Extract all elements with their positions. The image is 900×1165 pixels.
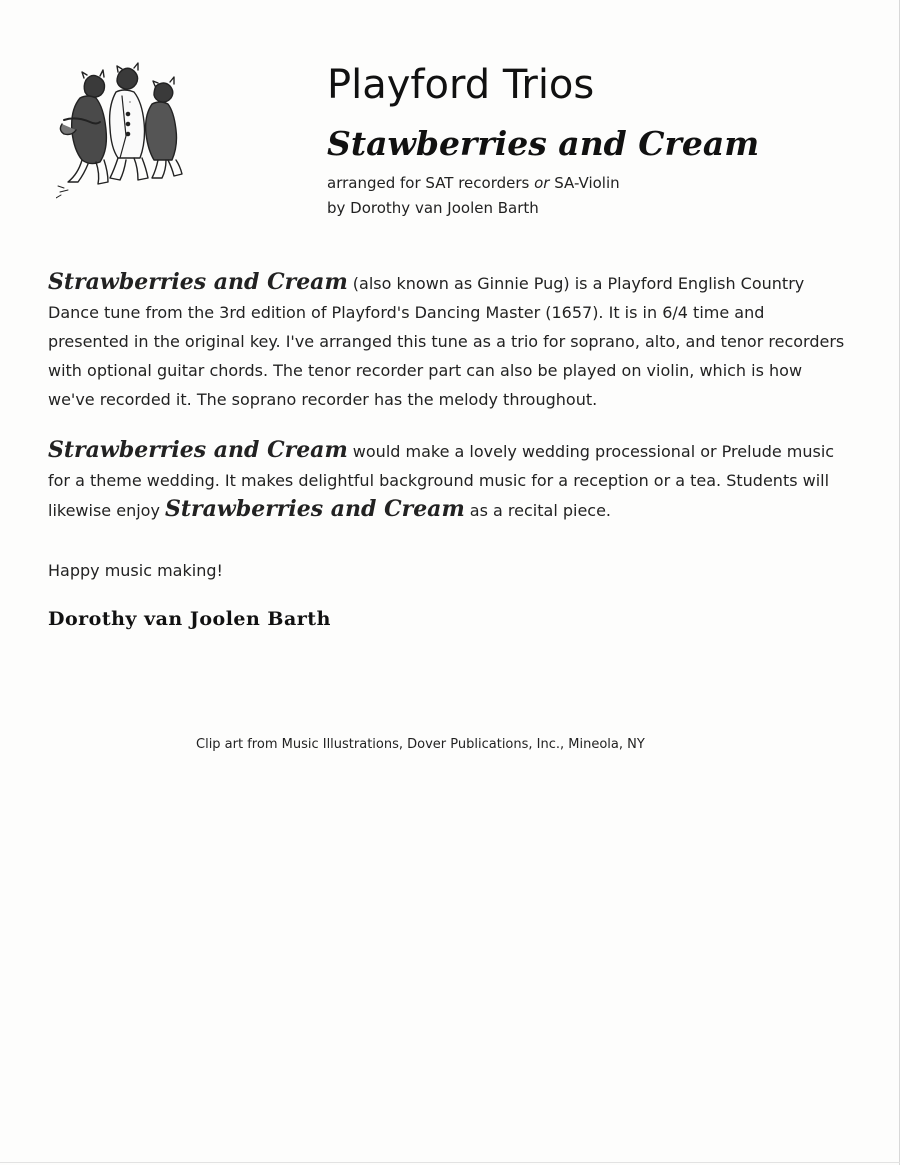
signature: Dorothy van Joolen Barth: [48, 608, 331, 630]
closing-line: Happy music making!: [48, 561, 223, 580]
arrangement-prefix: arranged for SAT recorders: [327, 174, 535, 192]
byline: by Dorothy van Joolen Barth: [327, 199, 539, 217]
piece-title: Stawberries and Cream: [327, 124, 760, 163]
page-title: Playford Trios: [327, 62, 595, 108]
arrangement-suffix: SA-Violin: [549, 174, 620, 192]
tune-title-inline: Strawberries and Cream: [48, 269, 348, 295]
tune-title-inline: Strawberries and Cream: [165, 496, 465, 522]
usage-paragraph: [48, 436, 848, 525]
usage-text: would make a lovely wedding processional or Prelude music for a theme wedding. It makes delightful background music for a reception or a tea. Students will likewise enjoy: [48, 442, 835, 520]
arrangement-or: or: [534, 174, 550, 192]
arrangement-line: [327, 172, 620, 194]
usage-text-end: as a recital piece.: [464, 501, 612, 520]
tune-title-inline: Strawberries and Cream: [48, 437, 348, 463]
clipart-credit: Clip art from Music Illustrations, Dover Publications, Inc., Mineola, NY: [196, 737, 645, 752]
intro-paragraph: [48, 268, 848, 414]
page-edge: [0, 1162, 900, 1163]
dancing-bears-clipart: [56, 62, 196, 202]
intro-text: (also known as Ginnie Pug) is a Playford English Country Dance tune from the 3rd edition of Playford's Dancing Master (1657). It is in 6/4 time and presented in the original key. I've arranged this tune as a trio for soprano, alto, and tenor recorders with optional guitar chords. The tenor recorder part can also be played on violin, which is how we've recorded it. The soprano recorder has the melody throughout.: [48, 274, 845, 409]
